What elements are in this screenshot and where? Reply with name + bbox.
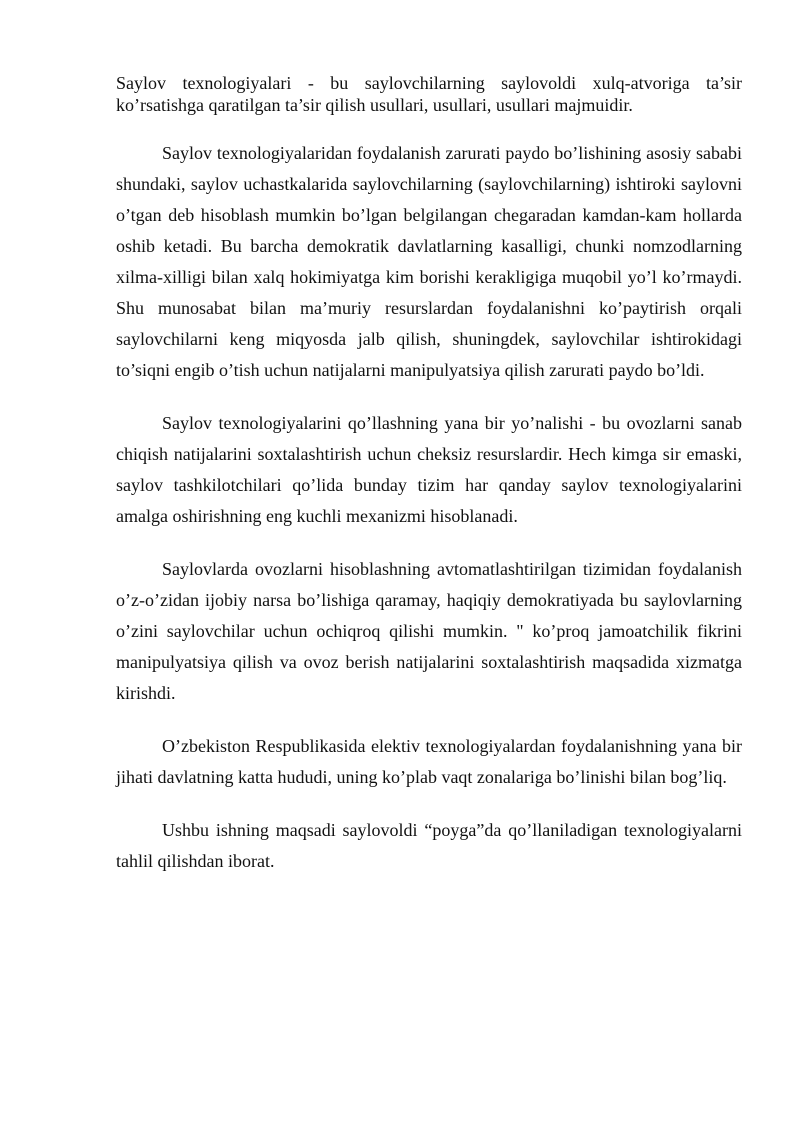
document-page [116, 72, 742, 877]
paragraph-3: Saylovlarda ovozlarni hisoblashning avtomatlashtirilgan tizimidan foydalanish o’z-o’zidan ijobiy narsa bo’lishiga qaramay, haqiqiy demokratiyada bu saylovlarning o’zini saylovchilar uchun ochiqroq qilishi mumkin. " ko’proq jamoatchilik fikrini manipulyatsiya qilish va ovoz berish natijalarini soxtalashtirish maqsadida xizmatga kirishdi. [116, 559, 742, 703]
paragraph-4: O’zbekiston Respublikasida elektiv texnologiyalardan foydalanishning yana bir jihati davlatning katta hududi, uning ko’plab vaqt zonalariga bo’linishi bilan bog’liq. [116, 736, 742, 787]
paragraph-1: Saylov texnologiyalaridan foydalanish zarurati paydo bo’lishining asosiy sababi shundaki, saylov uchastkalarida saylovchilarning (saylovchilarning) ishtiroki saylovni o’tgan deb hisoblash mumkin bo’lgan belgilangan chegaradan kamdan-kam hollarda oshib ketadi. Bu barcha demokratik davlatlarning kasalligi, chunki nomzodlarning xilma-xilligi bilan xalq hokimiyatga kim borishi kerakligiga muqobil yo’l ko’rmaydi. Shu munosabat bilan ma’muriy resurslardan foydalanishni ko’paytirish orqali saylovchilarni keng miqyosda jalb qilish, shuningdek, saylovchilar ishtirokidagi to’siqni engib o’tish uchun natijalarni manipulyatsiya qilish zarurati paydo bo’ldi. [116, 143, 742, 380]
paragraph-2: Saylov texnologiyalarini qo’llashning yana bir yo’nalishi - bu ovozlarni sanab chiqish natijalarini soxtalashtirish uchun cheksiz resurslardir. Hech kimga sir emaski, saylov tashkilotchilari qo’lida bunday tizim har qanday saylov texnologiyalarini amalga oshirishning eng kuchli mexanizmi hisoblanadi. [116, 413, 742, 526]
paragraph-5: Ushbu ishning maqsadi saylovoldi “poyga”da qo’llaniladigan texnologiyalarni tahlil qilishdan iborat. [116, 820, 742, 871]
intro-paragraph: Saylov texnologiyalari - bu saylovchilarning saylovoldi xulq-atvoriga ta’sir ko’rsatishga qaratilgan ta’sir qilish usullari, usullari, usullari majmuidir. [116, 73, 742, 115]
